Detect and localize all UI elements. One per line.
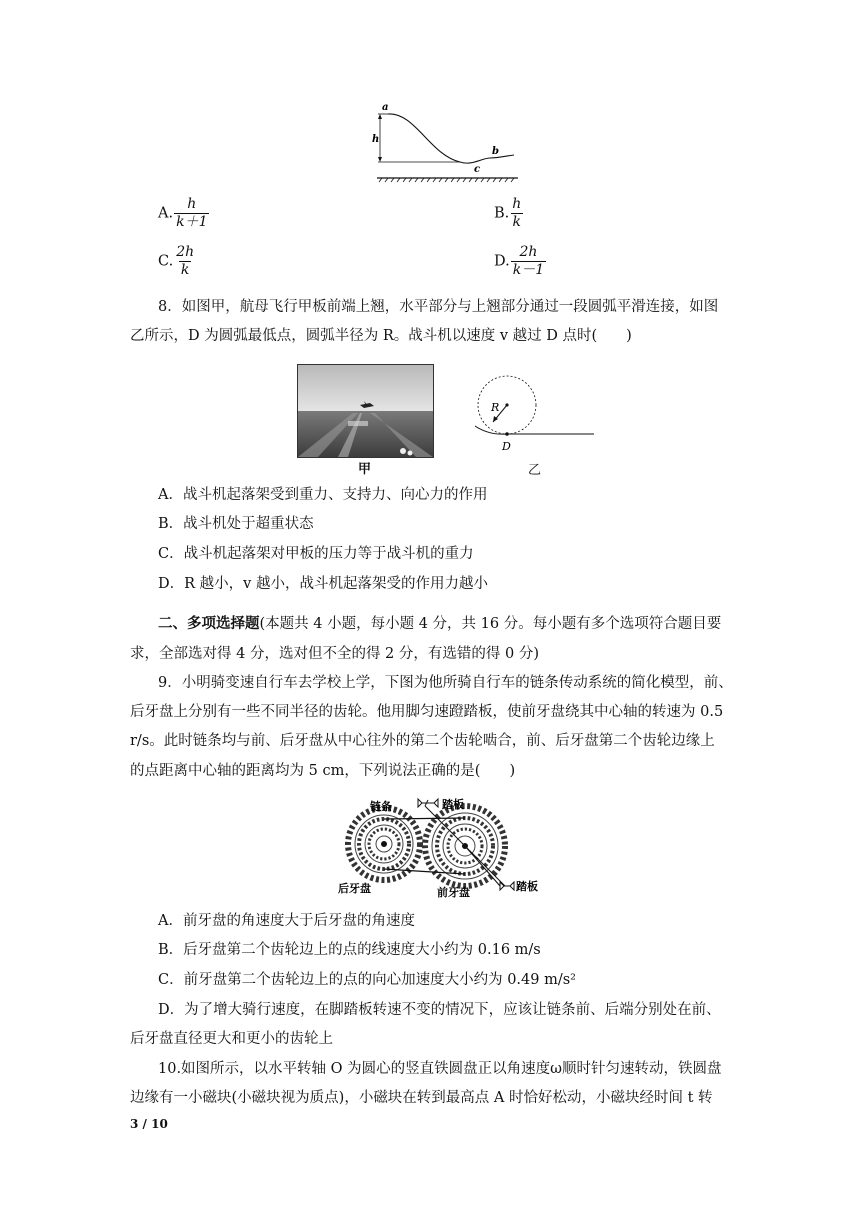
q8-photo-carrier-deck [297, 364, 434, 458]
q8-label-r: R [491, 401, 500, 414]
q9-stem-line4: 的点距离中心轴的距离均为 5 cm，下列说法正确的是( ) [130, 763, 516, 779]
q7-option-a: A. $\frac{h}{k+1}$ [158, 196, 208, 230]
page-number: 3 / 10 [130, 1117, 168, 1131]
fig9-label-pedal-bottom: 踏板 [516, 880, 538, 893]
q9-option-b: B．后牙盘第二个齿轮边上的点的线速度大小约为 0.16 m/s [158, 942, 541, 958]
q7-option-d: D. $\frac{2h}{k-1}$ [494, 244, 545, 278]
fig9-label-pedal-top: 踏板 [442, 798, 464, 811]
q9-stem-line1: 9．小明骑变速自行车去学校上学，下图为他所骑自行车的链条传动系统的简化模型，前、 [158, 675, 733, 691]
section2-heading [158, 614, 721, 634]
section2-desc1: (本题共 4 小题，每小题 4 分，共 16 分。每小题有多个选项符合题目要 [259, 616, 722, 632]
q8-stem-line1: 8．如图甲，航母飞行甲板前端上翘，水平部分与上翘部分通过一段圆弧平滑连接，如图 [158, 299, 719, 315]
section2-title: 二、多项选择题 [158, 615, 260, 632]
q9-figure-chain-drive [330, 786, 560, 906]
q7-option-b: B. $\frac{h}{k}$ [494, 196, 522, 230]
q9-stem-line3: r/s。此时链条均与前、后牙盘从中心往外的第二个齿轮啮合，前、后牙盘第二个齿轮边缘上 [130, 733, 715, 749]
q8-option-a: A．战斗机起落架受到重力、支持力、向心力的作用 [158, 487, 488, 503]
fig9-label-chain: 链条 [370, 800, 392, 813]
fig9-label-rear-sprocket: 后牙盘 [338, 882, 371, 895]
q9-option-d-line2: 后牙盘直径更大和更小的齿轮上 [130, 1031, 333, 1047]
fig7-label-c: c [474, 164, 481, 175]
q10-stem-line1: 10.如图所示，以水平转轴 O 为圆心的竖直铁圆盘正以角速度ω顺时针匀速转动，铁圆盘 [158, 1061, 722, 1077]
q7-option-c: C. $\frac{2h}{k}$ [158, 244, 195, 278]
fig7-label-h: h [372, 134, 380, 145]
q7-figure [370, 100, 520, 186]
q8-caption-jia: 甲 [358, 462, 372, 477]
q9-stem-line2: 后牙盘上分别有一些不同半径的齿轮。他用脚匀速蹬踏板，使前牙盘绕其中心轴的转速为 0.5 [130, 704, 724, 720]
fig9-label-front-sprocket: 前牙盘 [437, 886, 470, 899]
q8-stem-line2: 乙所示，D 为圆弧最低点，圆弧半径为 R。战斗机以速度 v 越过 D 点时( ) [130, 328, 632, 344]
q8-option-b: B．战斗机处于超重状态 [158, 516, 314, 532]
q9-option-d-line1: D．为了增大骑行速度，在脚踏板转速不变的情况下，应该让链条前、后端分别处在前、 [158, 1002, 721, 1018]
fig7-label-b: b [492, 146, 499, 157]
q8-caption-yi: 乙 [528, 463, 542, 478]
q9-option-a: A．前牙盘的角速度大于后牙盘的角速度 [158, 913, 415, 929]
q8-option-c: C．战斗机起落架对甲板的压力等于战斗机的重力 [158, 546, 474, 562]
section2-desc2: 求，全部选对得 4 分，选对但不全的得 2 分，有选错的得 0 分) [130, 646, 539, 662]
q8-label-d: D [502, 440, 511, 453]
fig7-label-a: a [382, 102, 389, 113]
q9-option-c: C．前牙盘第二个齿轮边上的点的向心加速度大小约为 0.49 m/s² [158, 972, 576, 988]
q8-diagram-arc [470, 370, 600, 460]
q10-stem-line2: 边缘有一小磁块(小磁块视为质点)，小磁块在转到最高点 A 时恰好松动，小磁块经时间 t 转 [130, 1090, 713, 1106]
q8-option-d: D．R 越小，v 越小，战斗机起落架受的作用力越小 [158, 576, 488, 592]
